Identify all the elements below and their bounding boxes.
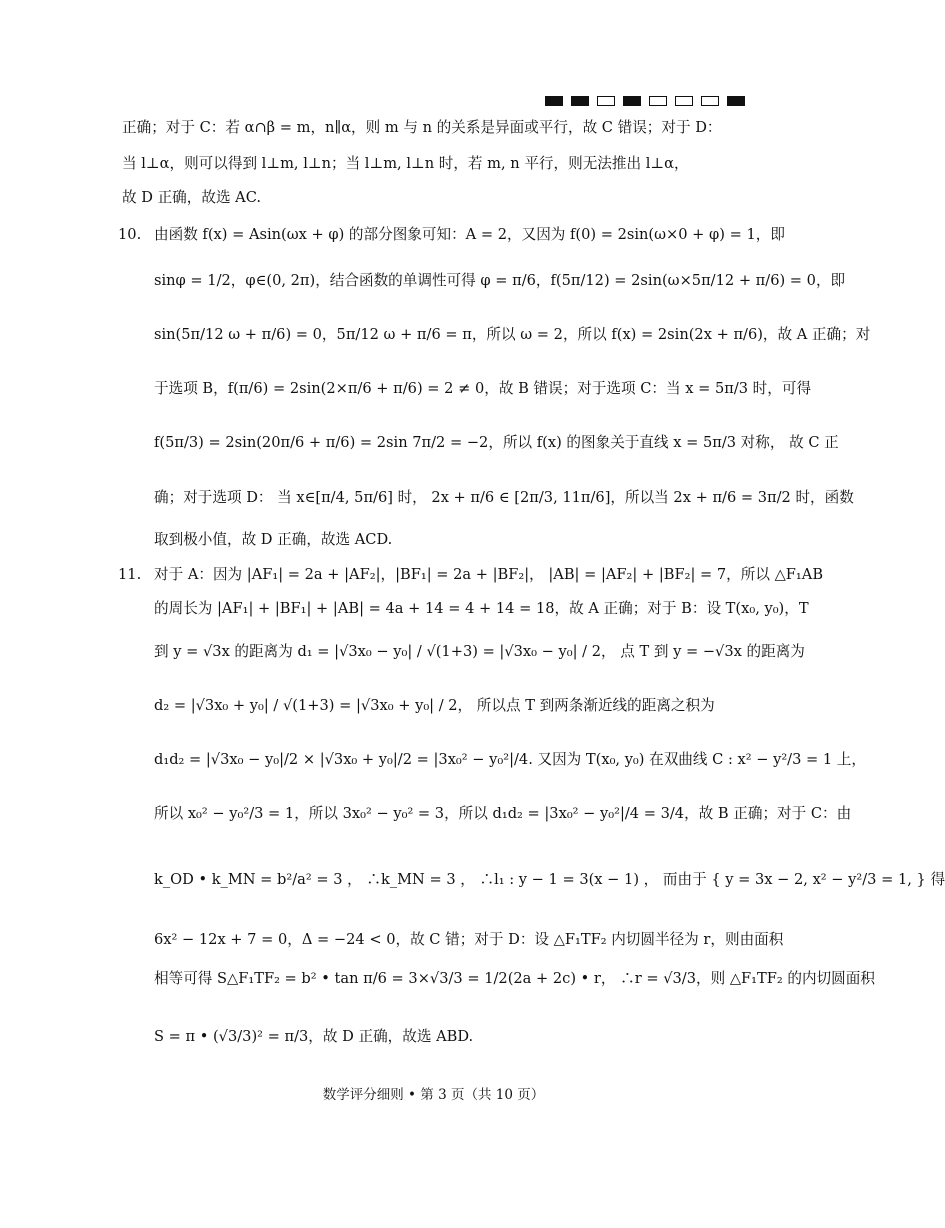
text-line: 的周长为 |AF₁| + |BF₁| + |AB| = 4a + 14 = 4 + 14 = 18，故 A 正确；对于 B：设 T(x₀, y₀)，T <box>154 600 809 617</box>
text-line: 6x² − 12x + 7 = 0，Δ = −24 < 0，故 C 错；对于 D：设 △F₁TF₂ 内切圆半径为 r，则由面积 <box>154 931 784 948</box>
text-line: 于选项 B，f(π/6) = 2sin(2×π/6 + π/6) = 2 ≠ 0，故 B 错误；对于选项 C：当 x = 5π/3 时，可得 <box>154 380 812 397</box>
text-line: 所以 x₀² − y₀²/3 = 1，所以 3x₀² − y₀² = 3，所以 d₁d₂ = |3x₀² − y₀²|/4 = 3/4，故 B 正确；对于 C：由 <box>154 805 852 822</box>
page-footer: 数学评分细则 • 第 3 页（共 10 页） <box>322 1087 545 1103</box>
text-line: S = π • (√3/3)² = π/3，故 D 正确，故选 ABD. <box>154 1028 474 1045</box>
question-number-10: 10. <box>118 226 142 243</box>
text-line: 相等可得 S△F₁TF₂ = b² • tan π/6 = 3×√3/3 = 1/2(2a + 2c) • r， ∴r = √3/3，则 △F₁TF₂ 的内切圆面积 <box>154 970 875 987</box>
question-number-11: 11. <box>118 566 142 583</box>
text-line: sin(5π/12 ω + π/6) = 0，5π/12 ω + π/6 = π，所以 ω = 2，所以 f(x) = 2sin(2x + π/6)，故 A 正确；对 <box>154 326 871 343</box>
text-line: d₁d₂ = |√3x₀ − y₀|/2 × |√3x₀ + y₀|/2 = |3x₀² − y₀²|/4. 又因为 T(x₀, y₀) 在双曲线 C : x² − y²/3 = 1 上， <box>154 751 866 768</box>
text-line: 取到极小值，故 D 正确，故选 ACD. <box>154 531 393 548</box>
filled-square-mark <box>571 96 589 106</box>
text-line: 确；对于选项 D： 当 x∈[π/4, 5π/6] 时， 2x + π/6 ∈ [2π/3, 11π/6]，所以当 2x + π/6 = 3π/2 时，函数 <box>154 489 854 506</box>
text-line: 由函数 f(x) = Asin(ωx + φ) 的部分图象可知：A = 2，又因为 f(0) = 2sin(ω×0 + φ) = 1，即 <box>154 226 785 243</box>
text-line: 对于 A：因为 |AF₁| = 2a + |AF₂|，|BF₁| = 2a + |BF₂|， |AB| = |AF₂| + |BF₂| = 7，所以 △F₁AB <box>154 566 824 583</box>
text-line: 到 y = √3x 的距离为 d₁ = |√3x₀ − y₀| / √(1+3) = |√3x₀ − y₀| / 2， 点 T 到 y = −√3x 的距离为 <box>154 643 805 660</box>
text-line: 正确；对于 C：若 α∩β = m，n∥α，则 m 与 n 的关系是异面或平行，故 C 错误；对于 D： <box>122 119 722 136</box>
empty-square-mark <box>701 96 719 106</box>
empty-square-mark <box>597 96 615 106</box>
text-line: d₂ = |√3x₀ + y₀| / √(1+3) = |√3x₀ + y₀| / 2， 所以点 T 到两条渐近线的距离之积为 <box>154 697 715 714</box>
filled-square-mark <box>545 96 563 106</box>
empty-square-mark <box>649 96 667 106</box>
text-line: f(5π/3) = 2sin(20π/6 + π/6) = 2sin 7π/2 = −2，所以 f(x) 的图象关于直线 x = 5π/3 对称， 故 C 正 <box>154 434 839 451</box>
filled-square-mark <box>727 96 745 106</box>
progress-marks <box>545 96 745 106</box>
filled-square-mark <box>623 96 641 106</box>
text-line: sinφ = 1/2，φ∈(0, 2π)，结合函数的单调性可得 φ = π/6，f(5π/12) = 2sin(ω×5π/12 + π/6) = 0，即 <box>154 272 846 289</box>
text-line: k_OD • k_MN = b²/a² = 3 ， ∴k_MN = 3 ， ∴l₁ : y − 1 = 3(x − 1) ， 而由于 { y = 3x − 2, x² − y²/3 = 1, } 得 <box>154 871 945 888</box>
empty-square-mark <box>675 96 693 106</box>
text-line: 故 D 正确，故选 AC. <box>122 189 262 206</box>
text-line: 当 l⊥α，则可以得到 l⊥m, l⊥n；当 l⊥m, l⊥n 时，若 m, n 平行，则无法推出 l⊥α， <box>122 155 689 172</box>
